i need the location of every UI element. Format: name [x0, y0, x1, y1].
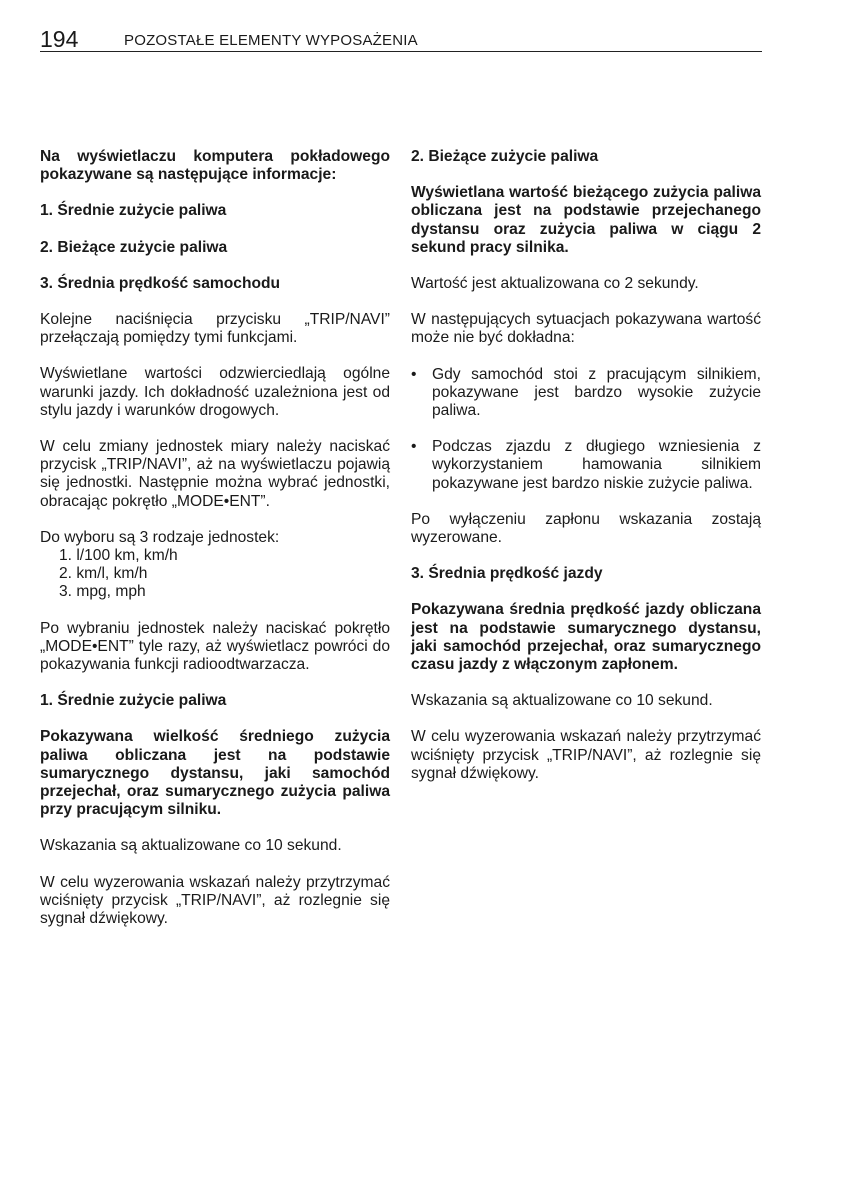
intro-paragraph: Na wyświetlaczu komputera pokładowego pokazywane są następujące informacje: [40, 148, 390, 184]
units-option: 3. mpg, mph [59, 583, 146, 601]
section-1-update-paragraph: Wskazania są aktualizowane co 10 sekund. [40, 837, 342, 855]
function-item-1: 1. Średnie zużycie paliwa [40, 202, 227, 220]
section-1-heading: 1. Średnie zużycie paliwa [40, 692, 227, 710]
section-2-situations-paragraph: W następujących sytuacjach pokazywana wartość może nie być dokładna: [411, 311, 761, 347]
list-item-text: Podczas zjazdu z długiego wzniesienia z wykorzystaniem hamowania silnikiem pokazywane jest bardzo niskie zużycie paliwa. [432, 438, 761, 492]
function-item-2: 2. Bieżące zużycie paliwa [40, 238, 228, 256]
right-column [411, 148, 761, 801]
section-1-bold-paragraph: Pokazywana wielkość średniego zużycia paliwa obliczana jest na podstawie sumarycznego dystansu, jaki samochód przejechał, oraz sumarycznego zużycia paliwa przy pracującym silniku. [40, 728, 390, 819]
section-1-reset-paragraph: W celu wyzerowania wskazań należy przytrzymać wciśnięty przycisk „TRIP/NAVI”, aż rozlegnie się sygnał dźwiękowy. [40, 873, 390, 928]
section-3-bold-paragraph: Pokazywana średnia prędkość jazdy obliczana jest na podstawie sumarycznego dystansu, jaki samochód przejechał, oraz sumarycznego czasu jazdy z włączonym zapłonem. [411, 601, 761, 674]
list-item [411, 366, 761, 421]
section-2-reset-paragraph: Po wyłączeniu zapłonu wskazania zostają wyzerowane. [411, 510, 761, 547]
bullet-icon: • [411, 365, 417, 383]
units-intro: Do wyboru są 3 rodzaje jednostek: [40, 528, 280, 546]
header-rule [40, 51, 762, 52]
page-number: 194 [40, 26, 79, 52]
section-3-reset-paragraph: W celu wyzerowania wskazań należy przytrzymać wciśnięty przycisk „TRIP/NAVI”, aż rozlegnie się sygnał dźwiękowy. [411, 728, 761, 782]
units-option: 2. km/l, km/h [59, 565, 148, 583]
bullet-icon: • [411, 438, 417, 456]
after-units-paragraph: Po wybraniu jednostek należy naciskać pokrętło „MODE•ENT” tyle razy, aż wyświetlacz powróci do pokazywania funkcji radioodtwarzacza. [40, 619, 390, 674]
situations-list [411, 366, 761, 493]
switch-paragraph: Kolejne naciśnięcia przycisku „TRIP/NAVI” przełączają pomiędzy tymi funkcjami. [40, 311, 390, 347]
list-item-text: Gdy samochód stoi z pracującym silnikiem, pokazywane jest bardzo wysokie zużycie paliwa. [432, 365, 761, 420]
section-3-heading: 3. Średnia prędkość jazdy [411, 565, 603, 583]
left-column [40, 148, 390, 946]
units-option: 1. l/100 km, km/h [59, 547, 178, 565]
function-item-3: 3. Średnia prędkość samochodu [40, 274, 281, 292]
section-3-update-paragraph: Wskazania są aktualizowane co 10 sekund. [411, 692, 713, 710]
list-item [411, 438, 761, 493]
units-change-paragraph: W celu zmiany jednostek miary należy naciskać przycisk „TRIP/NAVI”, aż na wyświetlaczu pojawią się jednostki. Następnie można wybrać jednostki, obracając pokrętło „MODE•ENT”. [40, 438, 390, 510]
values-paragraph: Wyświetlane wartości odzwierciedlają ogólne warunki jazdy. Ich dokładność uzależniona jest od stylu jazdy i warunków drogowych. [40, 365, 390, 419]
section-2-update-paragraph: Wartość jest aktualizowana co 2 sekundy. [411, 275, 699, 293]
section-2-heading: 2. Bieżące zużycie paliwa [411, 148, 599, 165]
page-header [40, 24, 762, 54]
units-list [40, 547, 390, 602]
section-2-bold-paragraph: Wyświetlana wartość bieżącego zużycia paliwa obliczana jest na podstawie przejechanego dystansu oraz zużycia paliwa w ciągu 2 sekund pracy silnika. [411, 184, 761, 256]
running-title: POZOSTAŁE ELEMENTY WYPOSAŻENIA [124, 32, 418, 49]
